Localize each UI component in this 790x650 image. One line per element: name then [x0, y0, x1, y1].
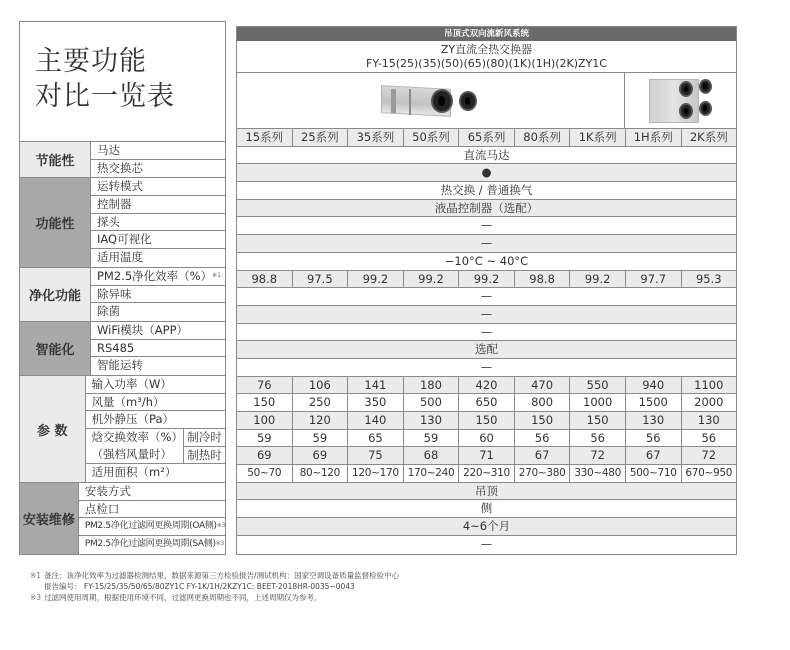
footnote-mark: ※3 [216, 522, 225, 530]
category-energy [20, 142, 225, 178]
row-label: 适用温度 [97, 250, 143, 265]
row-sa-filter [237, 536, 736, 554]
value-cell: — [480, 324, 493, 339]
sub-label-cooling: 制冷时 [184, 429, 225, 447]
category-label: 净化功能 [20, 268, 91, 321]
footnote-1 [30, 570, 399, 581]
row-label: 适用面积（m²） [91, 465, 177, 480]
series-header: 80系列 [515, 129, 571, 146]
footnote-text: 过滤网使用周期，根据使用环境不同，过滤网更换周期也不同，上述周期仅为参考。 [44, 593, 322, 602]
value-cell: 侧 [480, 501, 493, 516]
category-label: 功能性 [20, 178, 91, 266]
value-cell: 4~6个月 [462, 519, 511, 534]
row-rs485 [237, 341, 736, 359]
row-label: （强档风量时） [91, 446, 173, 461]
value-cell: 120 [293, 412, 349, 429]
row-access [237, 500, 736, 518]
row-label: 焓交换效率（%） [91, 430, 183, 444]
row-label: IAQ可视化 [91, 231, 225, 249]
row-odor [237, 288, 736, 306]
title-line-1: 主要功能 [35, 46, 147, 77]
value-cell: — [480, 236, 493, 251]
row-iaq [237, 235, 736, 253]
value-cell: 72 [701, 448, 717, 463]
footnote-mark: ※3 [215, 540, 224, 548]
value-cell: 59 [237, 430, 293, 447]
row-label: 热交换芯 [97, 160, 143, 175]
row-temperature [237, 253, 736, 271]
row-label-text: PM2.5净化过滤网更换周期(SA侧) [84, 539, 216, 550]
row-efficiency-cooling [237, 430, 736, 448]
value-cell: 56 [701, 430, 717, 445]
value-cell: 71 [459, 447, 515, 464]
value-cell: 液晶控制器（选配） [434, 200, 539, 215]
value-cell: 500~710 [626, 465, 682, 482]
value-cell: 97.5 [293, 271, 349, 288]
series-header: 25系列 [293, 129, 349, 146]
value-cell: 130 [697, 413, 720, 427]
row-label: 点检口 [79, 501, 225, 519]
row-probe [237, 217, 736, 235]
row-label-enthalpy [86, 429, 225, 464]
row-oa-filter [237, 518, 736, 536]
row-label-sa-filter [79, 536, 225, 554]
value-cell: 热交换 / 普通换气 [440, 183, 533, 198]
value-cell: 99.2 [404, 271, 460, 288]
value-cell: 120~170 [348, 465, 404, 482]
category-smart [20, 322, 225, 376]
value-cell: 180 [404, 377, 460, 394]
value-cell: — [480, 218, 493, 233]
row-motor [237, 147, 736, 165]
row-label: 除异味 [91, 286, 225, 304]
value-cell: 67 [515, 447, 571, 464]
value-cell: 选配 [475, 342, 498, 357]
sub-label-heating: 制热时 [187, 447, 222, 462]
row-efficiency-heating [237, 447, 736, 465]
value-cell: 350 [348, 394, 404, 411]
row-install [237, 483, 736, 501]
row-germ [237, 306, 736, 324]
series-header: 50系列 [404, 129, 460, 146]
value-cell: 56 [626, 430, 682, 447]
row-label: 马达 [91, 142, 225, 160]
value-cell: 150 [237, 394, 293, 411]
value-cell: 670~950 [685, 467, 733, 480]
row-power [237, 377, 736, 395]
value-cell: 97.7 [626, 271, 682, 288]
series-header: 1K系列 [570, 129, 626, 146]
row-mode [237, 182, 736, 200]
value-cell: 95.3 [695, 271, 722, 286]
value-cell: 106 [293, 377, 349, 394]
value-cell: 170~240 [404, 465, 460, 482]
row-label-oa-filter [79, 518, 225, 536]
product-title [237, 41, 736, 73]
value-cell: 99.2 [348, 271, 404, 288]
series-header: 2K系列 [689, 130, 728, 144]
product-models: FY-15(25)(35)(50)(65)(80)(1K)(1H)(2K)ZY1C [366, 57, 607, 70]
product-image-horizontal [237, 73, 625, 128]
value-cell: 99.2 [570, 271, 626, 288]
value-cell: — [480, 359, 493, 374]
value-cell: 1500 [626, 394, 682, 411]
value-cell: 141 [348, 377, 404, 394]
value-cell: 76 [237, 377, 293, 394]
value-cell: 67 [626, 447, 682, 464]
row-label: 运转模式 [91, 178, 225, 196]
row-label: WiFi模块（APP） [91, 322, 225, 340]
value-cell: 1100 [694, 377, 724, 392]
row-label: RS485 [91, 340, 225, 358]
row-smart [237, 359, 736, 377]
value-cell: 98.8 [237, 271, 293, 288]
value-cell: 130 [626, 412, 682, 429]
product-images-row [237, 73, 736, 129]
value-cell: 56 [570, 430, 626, 447]
row-label-pm25 [91, 268, 225, 286]
row-airflow [237, 394, 736, 412]
value-cell: 直流马达 [463, 147, 510, 162]
value-cell: 99.2 [459, 271, 515, 288]
category-function [20, 178, 225, 267]
value-cell: 吊顶 [475, 483, 498, 498]
value-cell: 130 [404, 412, 460, 429]
value-cell: 56 [515, 430, 571, 447]
row-pressure [237, 412, 736, 430]
row-label: 探头 [91, 214, 225, 232]
value-cell: 50~70 [237, 465, 293, 482]
row-pm25 [237, 271, 736, 289]
row-label: 安装方式 [79, 483, 225, 501]
heat-exchanger-unit-icon [649, 77, 713, 125]
row-label: 输入功率（W） [86, 376, 225, 394]
category-parameters [20, 376, 225, 483]
value-cell: — [480, 536, 493, 551]
row-labels-panel [19, 21, 226, 555]
row-label: 智能运转 [97, 358, 143, 373]
row-label-text: PM2.5净化过滤网更换周期(OA侧) [84, 521, 217, 532]
value-cell: 69 [237, 447, 293, 464]
product-name: ZY直流全热交换器 [440, 43, 533, 56]
value-cell: 98.8 [515, 271, 571, 288]
value-cell: 420 [459, 377, 515, 394]
value-cell: 60 [459, 430, 515, 447]
value-cell: 250 [293, 394, 349, 411]
series-header: 1H系列 [626, 129, 682, 146]
value-cell: 800 [515, 394, 571, 411]
series-header-row [237, 129, 736, 147]
series-header: 35系列 [348, 129, 404, 146]
value-cell: 69 [293, 447, 349, 464]
value-cell: 330~480 [570, 465, 626, 482]
value-cell: 150 [570, 412, 626, 429]
row-core [237, 164, 736, 182]
value-cell: 75 [348, 447, 404, 464]
category-label: 智能化 [20, 322, 91, 375]
value-cell: 220~310 [459, 465, 515, 482]
row-label: 除菌 [97, 304, 120, 319]
value-cell: 80~120 [293, 465, 349, 482]
series-header: 65系列 [459, 129, 515, 146]
value-cell: 2000 [694, 395, 724, 410]
footnote-mark: ※1 [30, 571, 42, 580]
value-cell: 940 [626, 377, 682, 394]
product-image-4-duct [625, 73, 736, 128]
value-cell: 59 [404, 430, 460, 447]
category-purification [20, 268, 225, 322]
value-cell: 59 [293, 430, 349, 447]
comparison-table [236, 26, 737, 555]
filled-circle-icon: ● [481, 165, 492, 180]
value-cell: 72 [570, 447, 626, 464]
value-cell: 1000 [570, 394, 626, 411]
value-cell: 500 [404, 394, 460, 411]
row-label: 风量（m³/h） [86, 394, 225, 412]
value-cell: 100 [237, 412, 293, 429]
value-cell: 150 [459, 412, 515, 429]
footnote-text: 备注：该净化效率为过滤器检测结果，数据来源第三方检验报告/测试机构：国家空调设备质量监督检验中心 [44, 571, 400, 580]
value-cell: 150 [515, 412, 571, 429]
row-area [237, 465, 736, 483]
row-controller [237, 200, 736, 218]
value-cell: −10°C ~ 40°C [444, 253, 529, 268]
value-cell: 140 [348, 412, 404, 429]
row-label-text: PM2.5净化效率（%） [97, 268, 213, 283]
row-label: 机外静压（Pa） [86, 411, 225, 429]
value-cell: 68 [404, 447, 460, 464]
value-cell: 470 [515, 377, 571, 394]
row-wifi [237, 324, 736, 342]
row-label: 控制器 [91, 196, 225, 214]
page-title [20, 22, 225, 142]
value-cell: 65 [348, 430, 404, 447]
value-cell: 270~380 [515, 465, 571, 482]
category-label: 安装维修 [20, 483, 79, 554]
footnote-mark: ※3 [30, 593, 42, 602]
category-label: 参 数 [20, 376, 86, 482]
category-installation [20, 483, 225, 554]
footnote-3 [30, 592, 399, 603]
value-cell: 550 [570, 377, 626, 394]
system-header: 吊顶式双向流新风系统 [237, 27, 736, 41]
value-cell: — [480, 289, 493, 304]
value-cell: — [480, 306, 493, 321]
series-header: 15系列 [237, 129, 293, 146]
title-line-2: 对比一览表 [35, 81, 175, 112]
value-cell: 650 [459, 394, 515, 411]
heat-exchanger-unit-icon [381, 83, 481, 119]
category-label: 节能性 [20, 142, 91, 177]
footnote-mark: ※1 [212, 271, 221, 279]
footnotes [30, 570, 399, 603]
footnote-1-report: 报告编号： FY-15/25/35/50/65/80ZY1C FY-1K/1H/2KZY1C: BEET-2018HR-0035~0043 [44, 582, 355, 591]
